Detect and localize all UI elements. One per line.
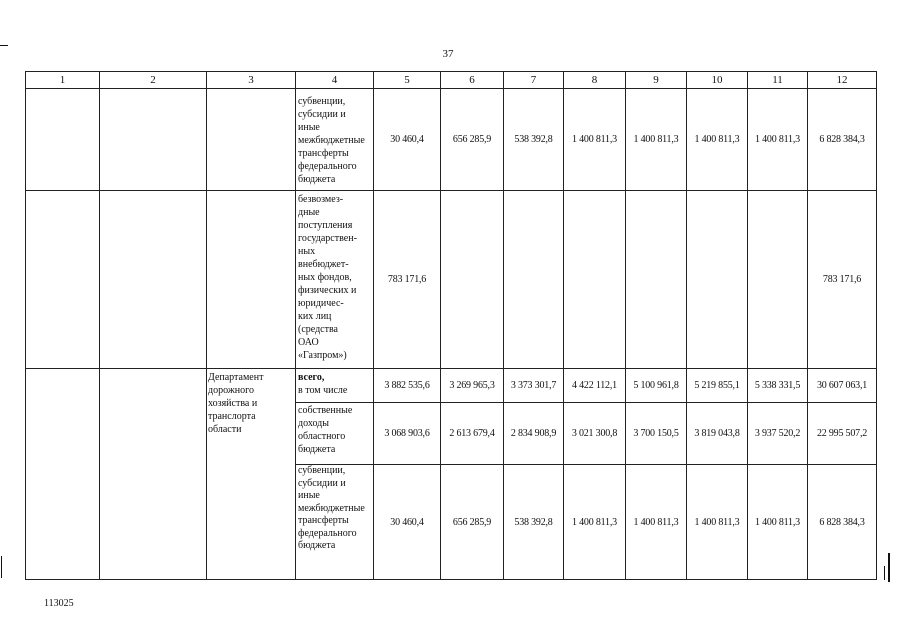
value-cell: 5 338 331,5: [748, 369, 808, 403]
empty-cell: [100, 89, 207, 191]
total-cell: 6 828 384,3: [808, 89, 877, 191]
value-cell: 3 068 903,6: [374, 403, 441, 465]
value-cell: 2 834 908,9: [504, 403, 564, 465]
page-number: 37: [442, 48, 454, 60]
source-sub-label: в том числе: [298, 385, 348, 396]
header-cell: 8: [564, 72, 626, 89]
value-cell: 3 819 043,8: [687, 403, 748, 465]
value-cell: 538 392,8: [504, 89, 564, 191]
header-cell: 3: [207, 72, 296, 89]
value-cell: [564, 191, 626, 369]
value-cell: 783 171,6: [374, 191, 441, 369]
header-cell: 4: [296, 72, 374, 89]
scan-artifact: [1, 556, 2, 578]
value-cell: 3 269 965,3: [441, 369, 504, 403]
total-cell: 30 607 063,1: [808, 369, 877, 403]
total-cell: 22 995 507,2: [808, 403, 877, 465]
value-cell: 1 400 811,3: [564, 465, 626, 580]
value-cell: 2 613 679,4: [441, 403, 504, 465]
scan-artifact: [888, 553, 890, 582]
value-cell: 3 937 520,2: [748, 403, 808, 465]
value-cell: 1 400 811,3: [687, 465, 748, 580]
header-cell: 10: [687, 72, 748, 89]
value-cell: 30 460,4: [374, 89, 441, 191]
scan-artifact: [884, 566, 885, 580]
value-cell: 30 460,4: [374, 465, 441, 580]
value-cell: [626, 191, 687, 369]
value-cell: 1 400 811,3: [748, 465, 808, 580]
header-cell: 6: [441, 72, 504, 89]
empty-cell: [26, 369, 100, 580]
value-cell: 3 373 301,7: [504, 369, 564, 403]
header-cell: 9: [626, 72, 687, 89]
value-cell: 4 422 112,1: [564, 369, 626, 403]
value-cell: [687, 191, 748, 369]
value-cell: 1 400 811,3: [748, 89, 808, 191]
empty-cell: [100, 191, 207, 369]
total-cell: 6 828 384,3: [808, 465, 877, 580]
value-cell: 656 285,9: [441, 89, 504, 191]
empty-cell: [207, 89, 296, 191]
scan-artifact: [0, 45, 8, 46]
empty-cell: [100, 369, 207, 580]
value-cell: 538 392,8: [504, 465, 564, 580]
header-row: [26, 72, 877, 89]
value-cell: [504, 191, 564, 369]
department-label: Департамент дорожного хозяйства и транслорта области: [207, 369, 296, 580]
header-cell: 12: [808, 72, 877, 89]
value-cell: 1 400 811,3: [626, 465, 687, 580]
empty-cell: [26, 191, 100, 369]
value-cell: 3 700 150,5: [626, 403, 687, 465]
source-label: [296, 369, 374, 403]
empty-cell: [26, 89, 100, 191]
table-row: [26, 191, 877, 369]
value-cell: 3 021 300,8: [564, 403, 626, 465]
source-label: субвенции, субсидии и иные межбюджетные трансферты федерального бюджета: [296, 465, 374, 580]
table-row: [26, 89, 877, 191]
source-total-label: всего,: [298, 372, 325, 383]
header-cell: 1: [26, 72, 100, 89]
header-cell: 7: [504, 72, 564, 89]
value-cell: [441, 191, 504, 369]
source-label: безвозмез- дные поступления государствен- ных внебюджет- ных фондов, физических и юридичес- ких лиц (средства ОАО «Газпром»): [296, 191, 374, 369]
budget-table: [25, 71, 877, 580]
value-cell: 1 400 811,3: [687, 89, 748, 191]
source-label: субвенции, субсидии и иные межбюджетные трансферты федерального бюджета: [296, 89, 374, 191]
table-row: [26, 369, 877, 403]
value-cell: 1 400 811,3: [564, 89, 626, 191]
value-cell: 1 400 811,3: [626, 89, 687, 191]
empty-cell: [207, 191, 296, 369]
footer-code: 113025: [44, 598, 74, 609]
source-label: собственные доходы областного бюджета: [296, 403, 374, 465]
value-cell: 656 285,9: [441, 465, 504, 580]
header-cell: 5: [374, 72, 441, 89]
value-cell: 5 219 855,1: [687, 369, 748, 403]
value-cell: 3 882 535,6: [374, 369, 441, 403]
header-cell: 11: [748, 72, 808, 89]
total-cell: 783 171,6: [808, 191, 877, 369]
value-cell: [748, 191, 808, 369]
header-cell: 2: [100, 72, 207, 89]
value-cell: 5 100 961,8: [626, 369, 687, 403]
